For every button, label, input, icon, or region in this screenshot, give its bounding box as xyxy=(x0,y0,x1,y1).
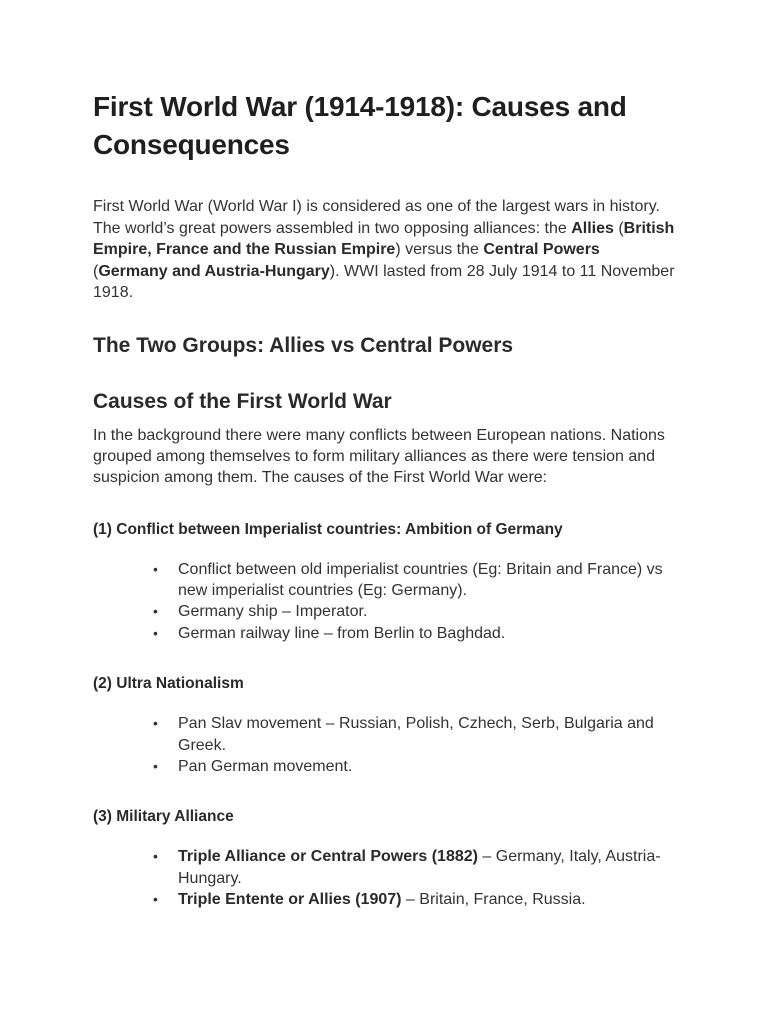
list-item: • Conflict between old imperialist countries (Eg: Britain and France) vs new imperialist countries (Eg: Germany). xyxy=(178,559,675,602)
intro-text-2: ( xyxy=(613,219,624,237)
cause-2-list xyxy=(93,713,675,777)
cause-2-heading: (2) Ultra Nationalism xyxy=(93,675,244,693)
list-item xyxy=(178,889,675,910)
alliance-members: – Britain, France, Russia. xyxy=(401,891,586,909)
list-item xyxy=(178,846,675,889)
alliance-members: – Germany, Italy, Austria-Hungary. xyxy=(178,848,661,887)
section-heading-causes: Causes of the First World War xyxy=(93,389,392,413)
list-item: • Germany ship – Imperator. xyxy=(178,601,675,622)
list-item: • German railway line – from Berlin to Baghdad. xyxy=(178,623,675,644)
cause-1-heading: (1) Conflict between Imperialist countries: Ambition of Germany xyxy=(93,520,563,538)
intro-text-4: ( xyxy=(93,262,99,280)
list-item: • Pan Slav movement – Russian, Polish, Czhech, Serb, Bulgaria and Greek. xyxy=(178,713,675,756)
intro-central-powers: Central Powers xyxy=(483,241,600,259)
causes-intro-paragraph: In the background there were many conflicts between European nations. Nations grouped among themselves to form military alliances as there were tension and suspicion among them. The causes of the First World War were: xyxy=(93,426,665,487)
cause-3-heading: (3) Military Alliance xyxy=(93,808,234,826)
list-item: • Pan German movement. xyxy=(178,756,675,777)
intro-text-1: First World War (World War I) is considered as one of the largest wars in history. The world’s great powers assembled in two opposing alliances: the xyxy=(93,198,660,237)
intro-allies: Allies xyxy=(571,219,614,237)
cause-1-list xyxy=(93,559,675,645)
page-title: First World War (1914-1918): Causes and Consequences xyxy=(93,91,627,160)
intro-text-3: ) versus the xyxy=(395,241,484,259)
section-heading-groups: The Two Groups: Allies vs Central Powers xyxy=(93,333,514,357)
alliance-name: Triple Entente or Allies (1907) xyxy=(178,891,402,909)
intro-text-5: ). WWI lasted from 28 July 1914 to 11 November 1918. xyxy=(93,262,675,302)
cause-3-list xyxy=(93,846,675,910)
intro-paragraph xyxy=(93,196,675,304)
intro-central-members: Germany and Austria-Hungary xyxy=(98,262,330,280)
intro-allies-members: British Empire, France and the Russian Empire xyxy=(93,219,675,259)
alliance-name: Triple Alliance or Central Powers (1882) xyxy=(178,848,478,866)
